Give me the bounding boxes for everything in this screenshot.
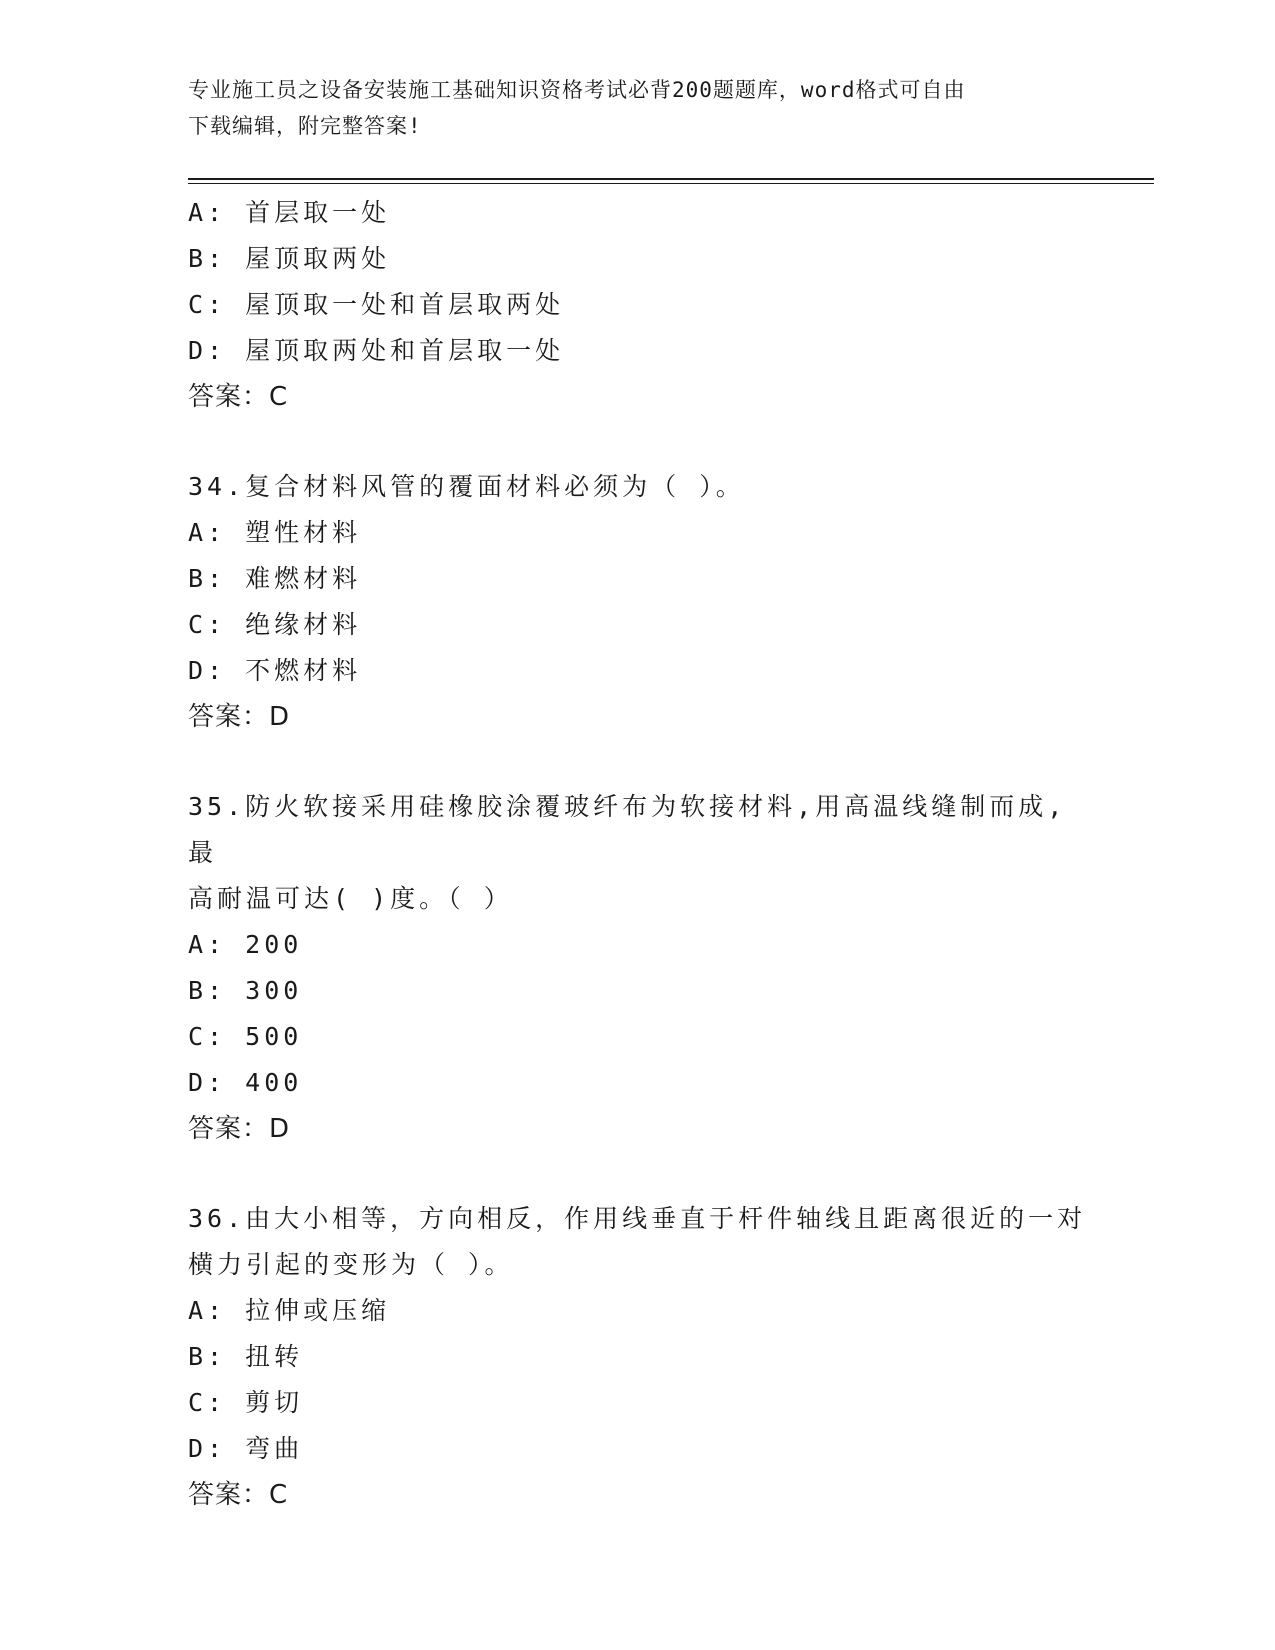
header-divider-thin <box>188 183 1154 184</box>
option-d: D: 屋顶取两处和首层取一处 <box>188 336 565 365</box>
header-divider-thick <box>188 178 1154 180</box>
option-b: B: 300 <box>188 976 303 1005</box>
question-stem-line-1: 36.由大小相等，方向相反，作用线垂直于杆件轴线且距离很近的一对 <box>188 1204 1087 1233</box>
header-line-1: 专业施工员之设备安装施工基础知识资格考试必背200题题库，word格式可自由 <box>188 78 966 102</box>
document-header <box>188 72 1068 144</box>
answer-line: 答案：D <box>188 1114 291 1144</box>
option-b: B: 屋顶取两处 <box>188 244 391 273</box>
option-d: D: 不燃材料 <box>188 656 362 685</box>
question-spacer <box>188 1152 1088 1196</box>
question-35 <box>188 784 1088 1152</box>
option-d: D: 400 <box>188 1068 303 1097</box>
option-a: A: 200 <box>188 930 303 959</box>
option-b: B: 扭转 <box>188 1342 304 1371</box>
option-a: A: 首层取一处 <box>188 198 391 227</box>
question-33 <box>188 190 1088 420</box>
option-a: A: 拉伸或压缩 <box>188 1296 391 1325</box>
question-spacer <box>188 740 1088 784</box>
answer-line: 答案：C <box>188 382 289 412</box>
option-c: C: 剪切 <box>188 1388 304 1417</box>
question-stem: 34.复合材料风管的覆面材料必须为（ ）。 <box>188 472 745 501</box>
header-line-2: 下载编辑，附完整答案! <box>188 114 422 138</box>
option-b: B: 难燃材料 <box>188 564 362 593</box>
option-c: C: 500 <box>188 1022 303 1051</box>
question-stem-line-2: 横力引起的变形为（ ）。 <box>188 1250 514 1279</box>
question-spacer <box>188 420 1088 464</box>
question-34 <box>188 464 1088 740</box>
question-36 <box>188 1196 1088 1518</box>
answer-line: 答案：D <box>188 702 291 732</box>
question-stem-line-1: 35.防火软接采用硅橡胶涂覆玻纤布为软接材料,用高温线缝制而成,最 <box>188 792 1067 867</box>
question-list <box>188 190 1088 1518</box>
option-d: D: 弯曲 <box>188 1434 304 1463</box>
option-a: A: 塑性材料 <box>188 518 362 547</box>
option-c: C: 绝缘材料 <box>188 610 362 639</box>
question-stem-line-2: 高耐温可达( )度。（ ） <box>188 884 513 913</box>
answer-line: 答案：C <box>188 1480 289 1510</box>
option-c: C: 屋顶取一处和首层取两处 <box>188 290 565 319</box>
